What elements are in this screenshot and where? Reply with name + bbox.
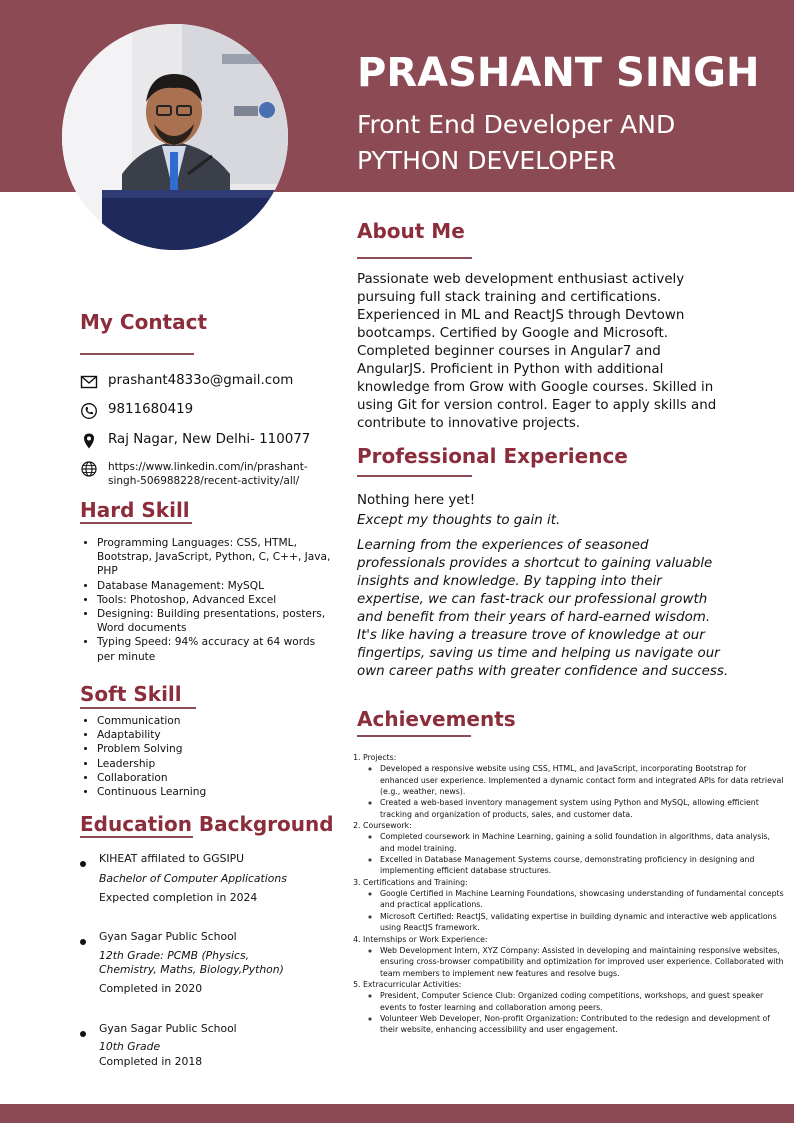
achievements-list [353,752,785,1036]
achievement-section [363,820,785,877]
achievement-section [363,934,785,979]
achievement-heading: Coursework: [363,821,412,831]
about-text: Passionate web development enthusiast actively pursuing full stack training and certifications. Experienced in ML and ReactJS through Devtown bootcamps. Certified by Google and Microsoft. Completed beginner courses in Angular7 and AngularJS. Proficient in Python with additional knowledge from Grow with Google courses. Skilled in using Git for version control. Eager to apply skills and contribute to innovative projects. [357,272,717,431]
hard-skill-list [80,536,332,664]
contact-phone[interactable]: 9811680419 [108,402,194,417]
list-item: ◦ Created a web-based inventory management system using Python and MySQL, allowing efficient tracking and organization of products, sales, and customer data. [380,797,785,820]
contact-linkedin-row[interactable] [80,460,328,488]
education-rule [80,836,193,838]
list-item: ◦ Microsoft Certified: ReactJS, validating expertise in building dynamic and interactive web applications using ReactJS framework. [380,911,785,934]
experience-heading: Professional Experience [357,444,628,468]
list-item: • Typing Speed: 94% accuracy at 64 words per minute [97,635,332,663]
experience-quote: Learning from the experiences of seasoned professionals provides a shortcut to gaining valuable insights and knowledge. By tapping into their expertise, we can fast-track our professional growth and benefit from their years of hard-earned wisdom. It's like having a treasure trove of knowledge at our fingertips, saving us time and helping us navigate our own career paths with greater confidence and success. [357,538,729,679]
education-degree: 12th Grade: PCMB (Physics, Chemistry, Maths, Biology,Python) [99,949,284,976]
contact-address: Raj Nagar, New Delhi- 110077 [108,432,311,447]
list-item: ◦ Volunteer Web Developer, Non-profit Organization: Contributed to the redesign and development of their website, enhancing accessibility and user engagement. [380,1013,785,1036]
list-item: • Continuous Learning [97,785,332,799]
education-entry [80,1022,320,1072]
list-item: • Problem Solving [97,742,332,756]
footer-band [0,1104,794,1123]
education-school: KIHEAT affilated to GGSIPU [99,852,245,865]
role-line-2: PYTHON DEVELOPER [357,146,617,175]
list-item: • Tools: Photoshop, Advanced Excel [97,593,332,607]
achievement-section [363,877,785,934]
list-item: ◦ Web Development Intern, XYZ Company: Assisted in developing and maintaining responsive websites, ensuring cross-browser compatibility and optimization for improved user experience. Collaborated with team members to implement new features and resolve bugs. [380,945,785,979]
list-item: ◦ Google Certified in Machine Learning Foundations, showcasing understanding of fundamental concepts and practical applications. [380,888,785,911]
achievement-heading: Certifications and Training: [363,877,468,887]
candidate-role [357,107,777,179]
hard-skill-heading: Hard Skill [80,498,190,522]
soft-skill-heading: Soft Skill [80,682,182,706]
list-item: • Collaboration [97,771,332,785]
list-item: ◦ Excelled in Database Management Systems course, demonstrating proficiency in designing and implementing efficient database structures. [380,854,785,877]
list-item: • Communication [97,714,332,728]
phone-icon [80,402,98,420]
achievement-heading: Internships or Work Experience: [363,934,488,944]
list-item: • Programming Languages: CSS, HTML, Bootstrap, JavaScript, Python, C, C++, Java, PHP [97,536,332,579]
soft-skill-rule [80,707,196,709]
education-school: Gyan Sagar Public School [99,1022,237,1035]
role-line-1: Front End Developer AND [357,110,676,139]
globe-icon [80,460,98,478]
experience-line-1: Nothing here yet! [357,493,476,508]
hard-skill-rule [80,522,192,524]
list-item: • Adaptability [97,728,332,742]
education-degree: Bachelor of Computer Applications [99,872,287,885]
bullet-dot [80,1031,86,1037]
about-heading: About Me [357,219,465,243]
contact-email[interactable]: prashant4833o@gmail.com [108,373,294,388]
candidate-name: PRASHANT SINGH [357,50,760,96]
mail-icon [80,373,98,391]
list-item: ◦ Developed a responsive website using CSS, HTML, and JavaScript, incorporating Bootstrap for enhanced user experience. Implemented a dynamic contact form and integrated APIs for data retrieval (e.g., weather, news). [380,763,785,797]
education-heading: Education Background [80,812,334,836]
location-pin-icon [80,432,98,450]
experience-rule [357,475,472,477]
experience-line-2: Except my thoughts to gain it. [357,513,561,528]
list-item: ◦ Completed coursework in Machine Learning, gaining a solid foundation in algorithms, data analysis, and model training. [380,831,785,854]
achievement-section [363,979,785,1036]
education-entry [80,852,320,912]
bullet-dot [80,861,86,867]
education-status: Completed in 2020 [99,982,203,995]
about-rule [357,257,472,259]
contact-rule [80,353,194,355]
achievement-heading: Extracurricular Activities: [363,979,462,989]
education-entry [80,930,320,1000]
achievements-heading: Achievements [357,707,516,731]
list-item: • Database Management: MySQL [97,579,332,593]
achievement-heading: Projects: [363,753,397,762]
profile-photo [62,24,288,250]
education-school: Gyan Sagar Public School [99,930,237,943]
education-status: Completed in 2018 [99,1055,203,1068]
achievement-section [363,752,785,820]
contact-address-row [80,432,310,450]
list-item: • Designing: Building presentations, posters, Word documents [97,607,332,635]
education-degree: 10th Grade [99,1040,161,1053]
education-status: Expected completion in 2024 [99,891,258,904]
contact-phone-row[interactable] [80,402,193,420]
soft-skill-list [80,714,332,799]
list-item: ◦ President, Computer Science Club: Organized coding competitions, workshops, and guest speaker events to foster learning and collaboration among peers. [380,990,785,1013]
list-item: • Leadership [97,757,332,771]
achievements-rule [357,735,471,737]
contact-linkedin-link[interactable]: https://www.linkedin.com/in/prashant-singh-506988228/recent-activity/all/ [108,461,308,487]
contact-heading: My Contact [80,310,208,334]
contact-email-row[interactable] [80,373,293,391]
bullet-dot [80,939,86,945]
